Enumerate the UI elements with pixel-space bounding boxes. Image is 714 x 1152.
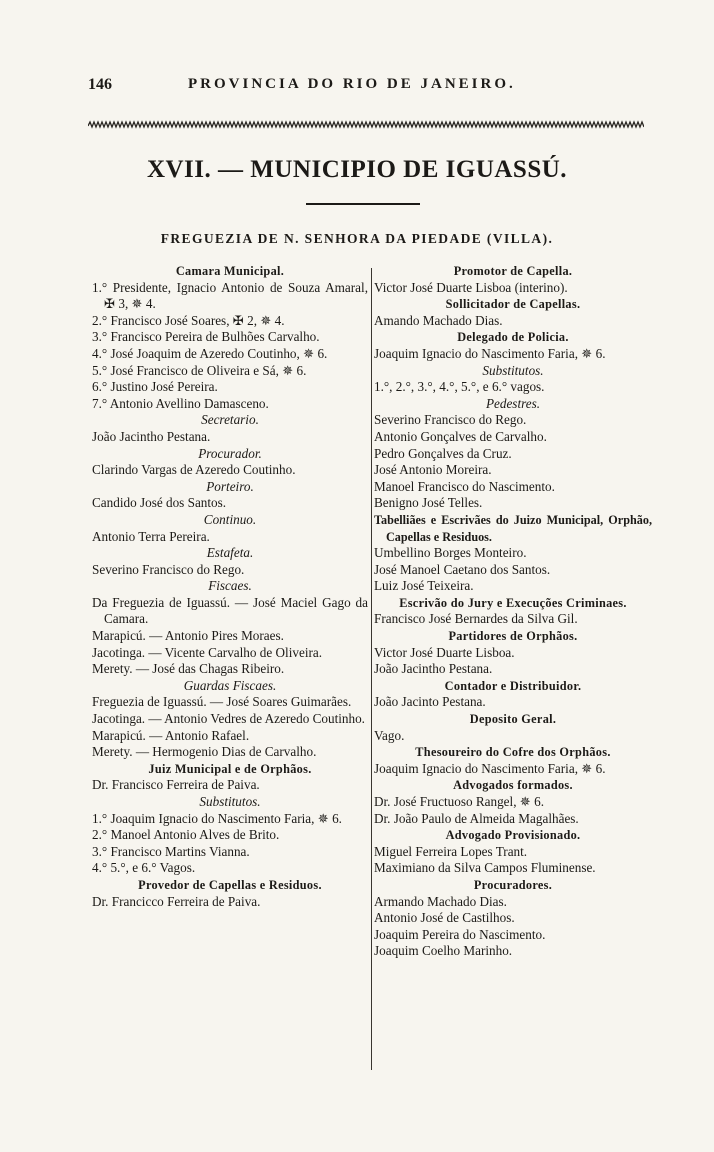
list-entry: 4.° 5.°, e 6.° Vagos. bbox=[92, 860, 196, 876]
list-entry: 3.° Francisco Pereira de Bulhões Carvalho. bbox=[92, 329, 320, 345]
subheading: Secretario. bbox=[201, 412, 259, 428]
list-entry: Joaquim Ignacio do Nascimento Faria, ✵ 6. bbox=[374, 345, 606, 361]
running-title: PROVINCIA DO RIO DE JANEIRO. bbox=[188, 76, 516, 92]
list-entry: 4.° José Joaquim de Azeredo Coutinho, ✵ 6. bbox=[92, 345, 328, 361]
parish-heading: FREGUEZIA DE N. SENHORA DA PIEDADE (VILLA). bbox=[160, 231, 554, 246]
list-entry: Antonio José de Castilhos. bbox=[374, 910, 515, 926]
list-entry: 2.° Francisco José Soares, ✠ 2, ✵ 4. bbox=[92, 312, 285, 328]
list-entry: Antonio Terra Pereira. bbox=[92, 528, 210, 544]
section-heading: Advogado Provisionado. bbox=[445, 828, 581, 843]
section-heading: Deposito Geral. bbox=[469, 712, 557, 727]
section-heading: Partidores de Orphãos. bbox=[448, 629, 578, 644]
list-entry: Severino Francisco do Rego. bbox=[92, 561, 245, 577]
section-heading: Juiz Municipal e de Orphãos. bbox=[148, 761, 312, 776]
list-entry: Severino Francisco do Rego. bbox=[374, 412, 527, 428]
list-entry: Jacotinga. — Antonio Vedres de Azeredo Coutinho. bbox=[92, 711, 365, 727]
list-entry: Benigno José Telles. bbox=[374, 495, 483, 511]
subheading: Substitutos. bbox=[199, 794, 261, 809]
list-entry: Clarindo Vargas de Azeredo Coutinho. bbox=[92, 462, 296, 478]
list-entry: João Jacintho Pestana. bbox=[92, 428, 211, 444]
section-heading: Advogados formados. bbox=[453, 778, 573, 793]
list-entry: Dr. João Paulo de Almeida Magalhães. bbox=[374, 810, 579, 826]
list-entry: Dr. Francisco Ferreira de Paiva. bbox=[92, 777, 260, 793]
list-entry: 1.° Presidente, Ignacio Antonio de Souza Amaral, ✠ 3, ✵ 4. bbox=[92, 279, 368, 312]
list-entry: Dr. José Fructuoso Rangel, ✵ 6. bbox=[374, 794, 545, 809]
list-entry: Vago. bbox=[374, 727, 405, 743]
page-number: 146 bbox=[88, 76, 112, 93]
list-entry: Francisco José Bernardes da Silva Gil. bbox=[374, 611, 578, 627]
chapter-title: XVII. — MUNICIPIO DE IGUASSÚ. bbox=[146, 156, 568, 183]
subheading: Guardas Fiscaes. bbox=[183, 677, 277, 693]
section-heading: Escrivão do Jury e Execuções Criminaes. bbox=[399, 595, 627, 610]
list-entry: Marapicú. — Antonio Rafael. bbox=[92, 727, 250, 743]
subheading: Continuo. bbox=[203, 511, 257, 527]
list-entry: Manoel Francisco do Nascimento. bbox=[374, 478, 555, 494]
list-entry: Maximiano da Silva Campos Fluminense. bbox=[374, 860, 596, 876]
ornamental-rule bbox=[88, 120, 644, 130]
list-entry: Amando Machado Dias. bbox=[374, 312, 503, 328]
list-entry: Miguel Ferreira Lopes Trant. bbox=[374, 843, 528, 859]
list-entry: Marapicú. — Antonio Pires Moraes. bbox=[92, 628, 284, 644]
list-entry: 2.° Manoel Antonio Alves de Brito. bbox=[92, 827, 280, 843]
subheading: Pedestres. bbox=[485, 395, 541, 411]
list-entry: José Antonio Moreira. bbox=[374, 462, 492, 478]
list-entry: Antonio Gonçalves de Carvalho. bbox=[374, 428, 547, 444]
list-entry: Armando Machado Dias. bbox=[374, 893, 507, 909]
list-entry: João Jacinto Pestana. bbox=[374, 694, 486, 710]
list-entry: 7.° Antonio Avellino Damasceno. bbox=[92, 395, 269, 411]
section-heading: Provedor de Capellas e Residuos. bbox=[138, 877, 322, 892]
list-entry: Jacotinga. — Vicente Carvalho de Oliveira. bbox=[92, 644, 323, 660]
list-entry: Pedro Gonçalves da Cruz. bbox=[374, 445, 512, 461]
page-header bbox=[88, 76, 628, 96]
subheading: Substitutos. bbox=[482, 362, 544, 378]
list-entry: 5.° José Francisco de Oliveira e Sá, ✵ 6. bbox=[92, 362, 307, 378]
list-entry: José Manoel Caetano dos Santos. bbox=[374, 561, 551, 577]
list-entry: 6.° Justino José Pereira. bbox=[92, 379, 218, 395]
list-entry: 1.°, 2.°, 3.°, 4.°, 5.°, e 6.° vagos. bbox=[374, 379, 545, 395]
list-entry: Joaquim Pereira do Nascimento. bbox=[374, 926, 546, 942]
list-entry: Dr. Francicco Ferreira de Paiva. bbox=[92, 893, 261, 909]
section-heading: Procuradores. bbox=[473, 877, 553, 892]
title-rule bbox=[306, 203, 420, 205]
list-entry: João Jacintho Pestana. bbox=[374, 661, 493, 677]
left-column bbox=[92, 263, 368, 910]
section-heading: Sollicitador de Capellas. bbox=[445, 297, 581, 312]
subheading: Porteiro. bbox=[206, 478, 254, 494]
list-entry: Joaquim Coelho Marinho. bbox=[374, 943, 513, 959]
subheading: Estafeta. bbox=[206, 545, 254, 561]
list-entry: 3.° Francisco Martins Vianna. bbox=[92, 843, 250, 859]
list-entry: Candido José dos Santos. bbox=[92, 495, 227, 511]
list-entry: 1.° Joaquim Ignacio do Nascimento Faria, ✵ 6. bbox=[92, 810, 342, 826]
section-heading: Tabelliães e Escrivães do Juizo Municipal, Orphão, Capellas e Residuos. bbox=[374, 512, 652, 544]
section-heading: Thesoureiro do Cofre dos Orphãos. bbox=[415, 745, 611, 760]
column-divider bbox=[371, 268, 372, 1070]
right-column bbox=[374, 263, 652, 960]
list-entry: Merety. — Hermogenio Dias de Carvalho. bbox=[92, 744, 317, 760]
section-heading: Delegado de Policia. bbox=[457, 330, 569, 345]
list-entry: Luiz José Teixeira. bbox=[374, 578, 474, 594]
section-heading: Camara Municipal. bbox=[175, 264, 285, 278]
section-heading: Promotor de Capella. bbox=[453, 264, 573, 278]
subheading: Fiscaes. bbox=[208, 578, 252, 594]
list-entry: Victor José Duarte Lisboa (interino). bbox=[374, 279, 568, 295]
list-entry: Merety. — José das Chagas Ribeiro. bbox=[92, 661, 285, 677]
list-entry: Da Freguezia de Iguassú. — José Maciel Gago da Camara. bbox=[92, 594, 368, 627]
list-entry: Joaquim Ignacio do Nascimento Faria, ✵ 6. bbox=[374, 760, 606, 776]
list-entry: Umbellino Borges Monteiro. bbox=[374, 545, 527, 561]
list-entry: Freguezia de Iguassú. — José Soares Guimarães. bbox=[92, 694, 352, 710]
list-entry: Victor José Duarte Lisboa. bbox=[374, 644, 515, 660]
subheading: Procurador. bbox=[198, 445, 262, 461]
section-heading: Contador e Distribuidor. bbox=[444, 678, 582, 693]
